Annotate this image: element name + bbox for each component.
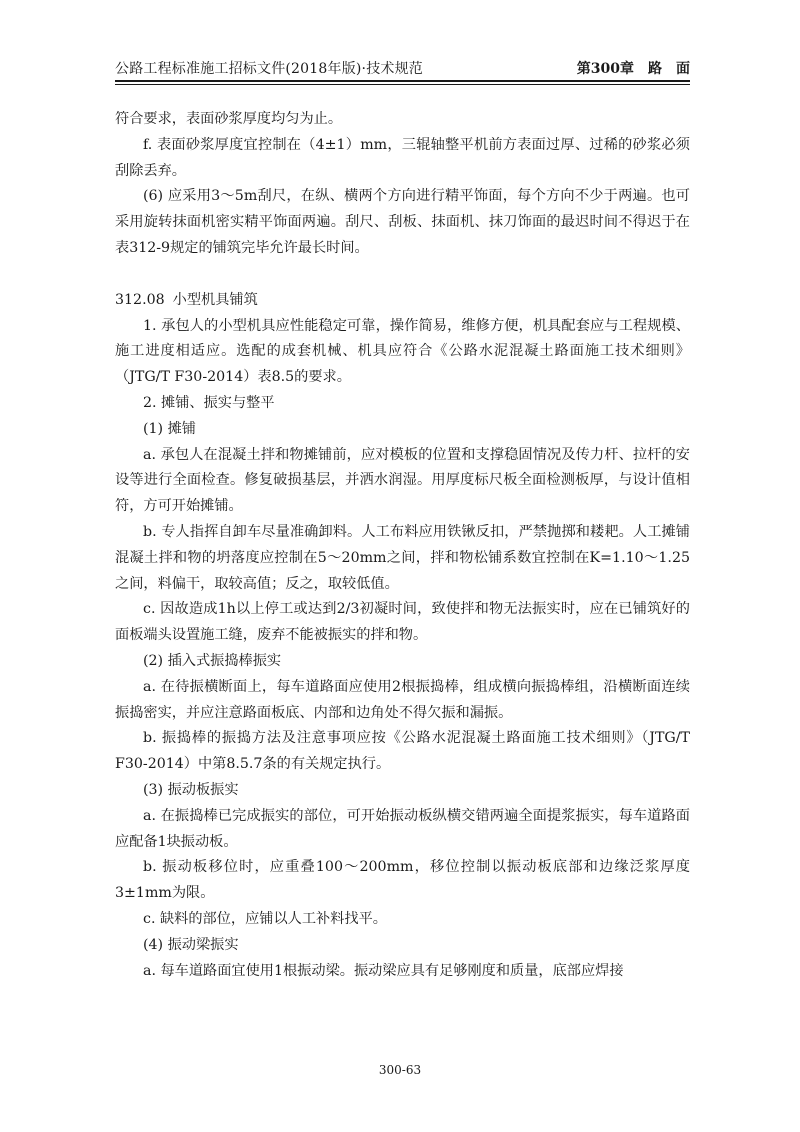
paragraph: b. 振捣棒的振捣方法及注意事项应按《公路水泥混凝土路面施工技术细则》（JTG/T F30-2014）中第8.5.7条的有关规定执行。 bbox=[115, 730, 690, 773]
paragraph: (3) 振动板振实 bbox=[143, 781, 239, 798]
section-title: 小型机具铺筑 bbox=[172, 291, 258, 308]
paragraph: b. 专人指挥自卸车尽量准确卸料。人工布料应用铁锹反扣，严禁抛掷和耧耙。人工摊铺混凝土拌和物的坍落度应控制在5～20mm之间，拌和物松铺系数宜控制在K=1.10～1.25之间，料偏干，取较高值；反之，取较低值。 bbox=[115, 523, 690, 592]
paragraph: (6) 应采用3～5m刮尺，在纵、横两个方向进行精平饰面，每个方向不少于两遍。也可采用旋转抹面机密实精平饰面两遍。刮尺、刮板、抹面机、抹刀饰面的最迟时间不得迟于在表312-9规定的铺筑完毕允许最长时间。 bbox=[115, 188, 690, 256]
paragraph: c. 缺料的部位，应铺以人工补料找平。 bbox=[143, 910, 387, 927]
section-number: 312.08 bbox=[115, 291, 165, 308]
page-body bbox=[115, 107, 690, 984]
paragraph: f. 表面砂浆厚度宜控制在（4±1）mm，三辊轴整平机前方表面过厚、过稀的砂浆必须刮除丢弃。 bbox=[115, 136, 690, 179]
header-chapter-title: 第300章 路 面 bbox=[576, 61, 690, 77]
paragraph: (2) 插入式振捣棒振实 bbox=[143, 652, 282, 669]
paragraph: 2. 摊铺、振实与整平 bbox=[143, 394, 275, 411]
paragraph: a. 每车道路面宜使用1根振动梁。振动梁应具有足够刚度和质量，底部应焊接 bbox=[143, 962, 624, 979]
header-rule-thin bbox=[115, 84, 690, 85]
paragraph: b. 振动板移位时，应重叠100～200mm，移位控制以振动板底部和边缘泛浆厚度3±1mm为限。 bbox=[115, 859, 690, 902]
section-heading bbox=[115, 288, 690, 314]
spacer bbox=[115, 262, 690, 288]
paragraph: 符合要求，表面砂浆厚度均匀为止。 bbox=[115, 111, 343, 127]
header-rule-thick bbox=[115, 80, 690, 82]
paragraph: 1. 承包人的小型机具应性能稳定可靠，操作简易，维修方便，机具配套应与工程规模、施工进度相适应。选配的成套机械、机具应符合《公路水泥混凝土路面施工技术细则》（JTG/T F30-2014）表8.5的要求。 bbox=[115, 317, 690, 386]
paragraph: (1) 摊铺 bbox=[143, 420, 196, 437]
page-header bbox=[115, 58, 690, 80]
paragraph: a. 在振捣棒已完成振实的部位，可开始振动板纵横交错两遍全面提浆振实，每车道路面应配备1块振动板。 bbox=[115, 807, 690, 850]
page-number: 300-63 bbox=[378, 1063, 422, 1077]
paragraph: a. 承包人在混凝土拌和物摊铺前，应对模板的位置和支撑稳固情况及传力杆、拉杆的安设等进行全面检查。修复破损基层，并洒水润湿。用厚度标尺板全面检测板厚，与设计值相符，方可开始摊铺。 bbox=[115, 446, 690, 515]
paragraph: (4) 振动梁振实 bbox=[143, 936, 239, 953]
paragraph: a. 在待振横断面上，每车道路面应使用2根振捣棒，组成横向振捣棒组，沿横断面连续振捣密实，并应注意路面板底、内部和边角处不得欠振和漏振。 bbox=[115, 678, 690, 721]
paragraph: c. 因故造成1h以上停工或达到2/3初凝时间，致使拌和物无法振实时，应在已铺筑好的面板端头设置施工缝，废弃不能被振实的拌和物。 bbox=[115, 601, 690, 644]
header-document-title: 公路工程标准施工招标文件(2018年版)·技术规范 bbox=[115, 61, 424, 77]
